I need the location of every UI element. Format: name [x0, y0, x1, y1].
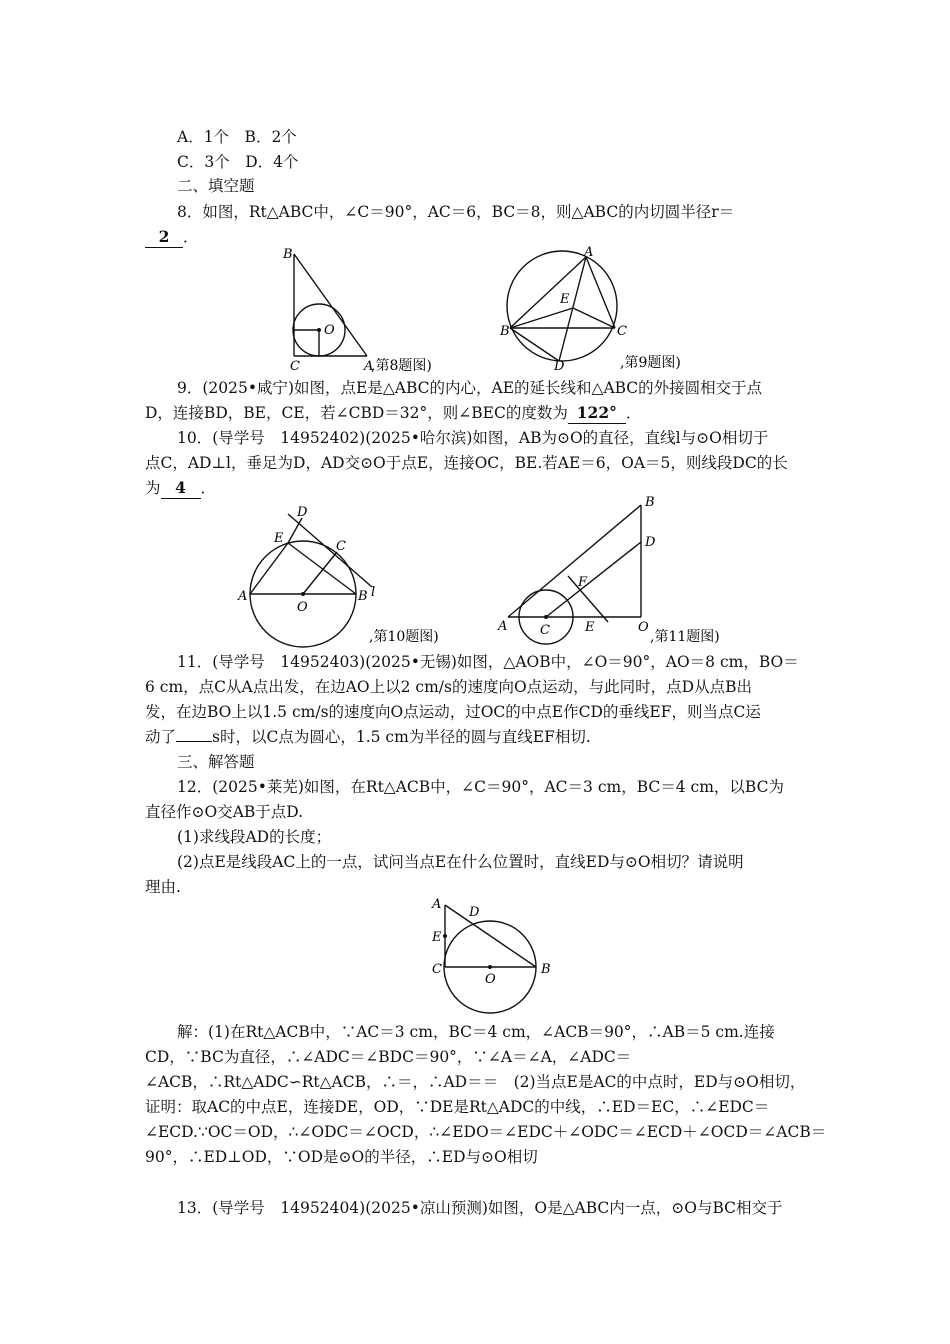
fig9-label-d: D: [554, 359, 565, 374]
q13-line1: 13．(导学号 14952404)(2025•凉山预测)如图，O是△ABC内一点，⊙O与BC相交于: [177, 1199, 783, 1217]
solution-line1: 解：(1)在Rt△ACB中，∵AC＝3 cm，BC＝4 cm，∠ACB＝90°，∴AB＝5 cm.连接: [177, 1023, 775, 1041]
fig9-label-b: B: [500, 324, 510, 339]
fig10-label-b: B: [358, 589, 368, 604]
fig11-label-d: D: [645, 535, 656, 550]
fig9-label-c: C: [617, 324, 627, 339]
q9-line2: [145, 403, 805, 424]
fig11-label-a: A: [498, 619, 508, 634]
q9-tail: ．: [625, 404, 642, 422]
solution-line3: ∠ACB，∴Rt△ADC∽Rt△ACB，∴＝，∴AD＝＝ (2)当点E是AC的中点时，ED与⊙O相切，: [145, 1073, 806, 1091]
q10-tail: ．: [200, 479, 217, 497]
fig12-label-a: A: [432, 897, 442, 912]
q11-line2: 6 cm，点C从A点出发，在边AO上以2 cm/s的速度向O点运动，与此同时，点D从点B出: [145, 678, 752, 696]
fig12-label-b: B: [541, 962, 551, 977]
fig11-label-o: O: [638, 620, 649, 635]
fig11-label-e: E: [585, 620, 595, 635]
q10-line1: 10．(导学号 14952402)(2025•哈尔滨)如图，AB为⊙O的直径，直线l与⊙O相切于: [177, 429, 769, 447]
q11-line4-post: s时，以C点为圆心，1.5 cm为半径的圆与直线EF相切.: [212, 728, 591, 746]
q11-line4: [145, 727, 805, 747]
fig10-label-a: A: [238, 589, 248, 604]
q12-part1: (1)求线段AD的长度；: [177, 828, 332, 846]
q9-answer: 122°: [568, 403, 626, 424]
fig12-label-c: C: [432, 962, 442, 977]
q12-line1: 12．(2025•莱芜)如图，在Rt△ACB中，∠C＝90°，AC＝3 cm，BC＝4 cm，以BC为: [177, 778, 784, 796]
q12-part2-line1: (2)点E是线段AC上的一点，试问当点E在什么位置时，直线ED与⊙O相切？请说明: [177, 853, 744, 871]
figure-12: [425, 894, 565, 1018]
fig10-caption: ,第10题图): [369, 629, 439, 645]
fig8-label-c: C: [290, 359, 300, 374]
q9-line1: 9．(2025•咸宁)如图，点E是△ABC的内心，AE的延长线和△ABC的外接圆相交于点: [177, 379, 763, 397]
section-fill-in-heading: 二、填空题: [177, 177, 255, 195]
q10-line2: 点C，AD⊥l，垂足为D，AD交⊙O于点E，连接OC，BE.若AE＝6，OA＝5，则线段DC的长: [145, 454, 788, 472]
fig10-label-d: D: [297, 505, 308, 520]
fig8-label-a: A: [364, 359, 374, 374]
q8-tail: ．: [183, 228, 199, 246]
q8-answer: 2: [145, 227, 183, 248]
q12-part2-line2: 理由.: [145, 878, 181, 896]
fig11-caption: ,第11题图): [650, 629, 720, 645]
q10-line3-pre: 为: [145, 479, 161, 497]
q8-text: 8．如图，Rt△ABC中，∠C＝90°，AC＝6，BC＝8，则△ABC的内切圆半径r＝: [177, 203, 735, 221]
fig10-label-c: C: [336, 539, 346, 554]
figure-11: [492, 494, 762, 650]
q10-answer: 4: [161, 478, 201, 499]
fig9-label-e: E: [560, 292, 570, 307]
solution-line5: ∠ECD.∵OC＝OD，∴∠ODC＝∠OCD，∴∠EDO＝∠EDC＋∠ODC＝∠ECD＋∠OCD＝∠ACB＝: [145, 1123, 827, 1141]
fig10-label-e: E: [274, 531, 284, 546]
fig10-label-l: l: [371, 585, 376, 600]
solution-line6: 90°，∴ED⊥OD，∵OD是⊙O的半径，∴ED与⊙O相切: [145, 1148, 538, 1166]
figure-10: [232, 502, 482, 652]
solution-line4: 证明：取AC的中点E，连接DE，OD，∵DE是Rt△ADC的中线，∴ED＝EC，∴∠EDC＝: [145, 1098, 770, 1116]
fig12-label-o: O: [485, 972, 496, 987]
q7-option-ab: A．1个 B．2个: [177, 128, 297, 146]
fig9-label-a: A: [584, 245, 594, 260]
q12-line2: 直径作⊙O交AB于点D.: [145, 803, 304, 821]
fig11-label-c: C: [540, 623, 550, 638]
solution-line2: CD，∵BC为直径，∴∠ADC＝∠BDC＝90°，∵∠A＝∠A，∠ADC＝: [145, 1048, 632, 1066]
figure-9: [498, 244, 718, 374]
fig12-label-d: D: [469, 905, 480, 920]
q7-option-cd: C．3个 D．4个: [177, 153, 299, 171]
q11-line4-pre: 动了: [145, 728, 177, 746]
q11-answer-blank: [176, 741, 212, 742]
fig11-label-f: F: [578, 575, 588, 590]
fig8-caption: ,第8题图): [371, 358, 432, 374]
q11-line3: 发，在边BO上以1.5 cm/s的速度向O点运动，过OC的中点E作CD的垂线EF，则当点C运: [145, 703, 761, 721]
fig9-caption: ,第9题图): [620, 355, 681, 371]
q11-line1: 11．(导学号 14952403)(2025•无锡)如图，△AOB中，∠O＝90°，AO＝8 cm，BO＝: [177, 653, 799, 671]
fig12-label-e: E: [432, 930, 442, 945]
section-answer-heading: 三、解答题: [177, 753, 255, 771]
fig8-label-o: O: [324, 323, 335, 338]
q9-line2-text: D，连接BD，BE，CE，若∠CBD＝32°，则∠BEC的度数为: [145, 404, 568, 422]
fig8-label-b: B: [283, 247, 293, 262]
figure-8: [278, 244, 478, 374]
fig10-label-o: O: [297, 600, 308, 615]
fig11-label-b: B: [645, 495, 655, 510]
